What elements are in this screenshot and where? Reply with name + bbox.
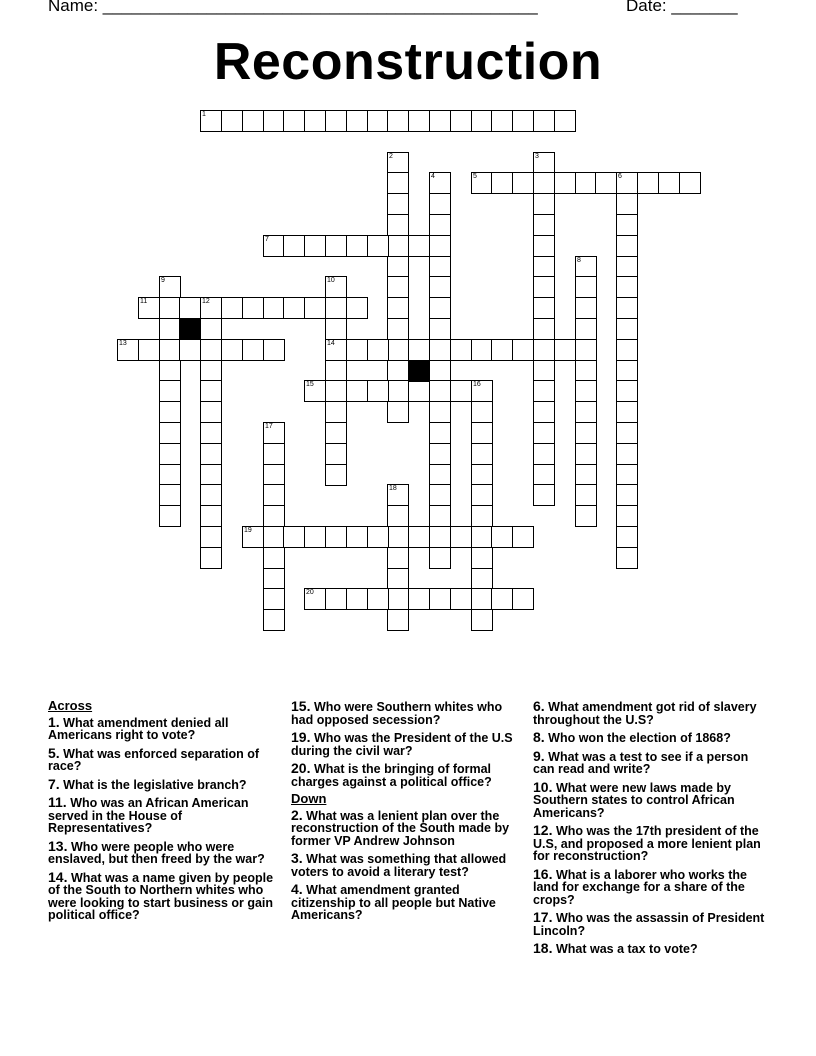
grid-cell[interactable] [387,214,409,236]
grid-cell[interactable] [408,526,430,548]
grid-cell[interactable] [533,484,555,506]
grid-cell[interactable] [242,110,264,132]
grid-cell[interactable] [471,547,493,569]
grid-cell[interactable] [429,443,451,465]
clue-number: 6 [618,173,622,180]
clue-number: 19 [244,527,252,534]
grid-cell[interactable] [159,422,181,444]
grid-cell[interactable] [325,464,347,486]
clue-number: 5 [473,173,477,180]
grid-cell[interactable] [325,318,347,340]
grid-cell[interactable] [471,484,493,506]
grid-cell[interactable] [263,547,285,569]
grid-cell[interactable] [471,110,493,132]
grid-cell[interactable] [471,464,493,486]
grid-cell[interactable] [429,297,451,319]
grid-cell[interactable] [554,172,576,194]
grid-cell[interactable] [242,297,264,319]
grid-cell[interactable] [159,484,181,506]
grid-cell[interactable] [616,172,638,194]
grid-cell[interactable] [471,505,493,527]
grid-cell[interactable] [575,318,597,340]
grid-cell[interactable] [387,588,409,610]
grid-cell[interactable] [159,276,181,298]
grid-cell[interactable] [616,360,638,382]
grid-cell[interactable] [200,380,222,402]
grid-cell[interactable] [263,110,285,132]
grid-cell[interactable] [471,339,493,361]
grid-cell[interactable] [616,256,638,278]
clue-number: 15 [306,381,314,388]
grid-cell[interactable] [429,526,451,548]
grid-cell[interactable] [429,505,451,527]
grid-cell[interactable] [387,360,409,382]
grid-cell[interactable] [325,422,347,444]
grid-cell[interactable] [471,422,493,444]
grid-cell[interactable] [491,588,513,610]
grid-cell[interactable] [616,297,638,319]
clue-number: 10 [327,277,335,284]
grid-cell[interactable] [429,172,451,194]
grid-cell[interactable] [325,339,347,361]
grid-cell[interactable] [408,110,430,132]
clue-number: 11 [140,298,148,305]
grid-cell[interactable] [450,339,472,361]
down-heading: Down [291,791,327,806]
grid-cell[interactable] [450,588,472,610]
page-title: Reconstruction [213,33,603,91]
grid-cell[interactable] [159,318,181,340]
across-clue: 5. What was enforced separation of race? [48,744,260,773]
grid-cell[interactable] [533,172,555,194]
grid-cell[interactable] [263,464,285,486]
grid-cell[interactable] [575,297,597,319]
clue-number: 17 [265,423,273,430]
grid-cell[interactable] [200,318,222,340]
grid-cell[interactable] [221,339,243,361]
grid-cell[interactable] [429,484,451,506]
grid-cell[interactable] [616,505,638,527]
grid-cell[interactable] [616,464,638,486]
grid-cell[interactable] [512,588,534,610]
clue-number: 3 [535,153,539,160]
grid-cell[interactable] [533,422,555,444]
grid-cell[interactable] [304,380,326,402]
grid-cell[interactable] [221,297,243,319]
name-line[interactable]: Name: ______________________________________________ [48,0,538,15]
clue-number: 16 [473,381,481,388]
grid-cell[interactable] [533,297,555,319]
down-clue: 12. Who was the 17th president of the U.S, and proposed a more lenient plan for reconstruction? [533,822,761,863]
grid-cell[interactable] [429,422,451,444]
grid-cell[interactable] [387,547,409,569]
down-clue: 16. What is a laborer who works the land for exchange for a share of the crops? [533,865,747,907]
grid-cell[interactable] [200,360,222,382]
black-square [179,318,201,340]
grid-cell[interactable] [471,526,493,548]
grid-cell[interactable] [533,401,555,423]
grid-cell[interactable] [429,235,451,257]
grid-cell[interactable] [387,152,409,174]
grid-cell[interactable] [429,547,451,569]
clue-number: 2 [389,153,393,160]
grid-cell[interactable] [471,568,493,590]
grid-cell[interactable] [200,464,222,486]
grid-cell[interactable] [387,256,409,278]
grid-cell[interactable] [429,256,451,278]
grid-cell[interactable] [387,526,409,548]
grid-cell[interactable] [200,547,222,569]
down-clue: 18. What was a tax to vote? [533,940,698,956]
grid-cell[interactable] [367,380,389,402]
grid-cell[interactable] [346,235,368,257]
grid-cell[interactable] [325,401,347,423]
grid-cell[interactable] [616,526,638,548]
grid-cell[interactable] [429,193,451,215]
grid-cell[interactable] [575,464,597,486]
down-clue: 3. What was something that allowed voters to avoid a literary test? [291,850,507,879]
grid-cell[interactable] [387,193,409,215]
grid-cell[interactable] [325,276,347,298]
grid-cell[interactable] [387,609,409,631]
clue-column-3 [533,700,769,961]
grid-cell[interactable] [200,110,222,132]
grid-cell[interactable] [533,110,555,132]
grid-cell[interactable] [429,360,451,382]
grid-cell[interactable] [575,339,597,361]
black-square [408,360,430,382]
grid-cell[interactable] [304,297,326,319]
clue-column-1 [48,700,284,927]
down-clue: 2. What was a lenient plan over the reconstruction of the South made by former VP Andrew Johnson [291,806,510,848]
grid-cell[interactable] [304,526,326,548]
grid-cell[interactable] [346,380,368,402]
down-clue: 17. Who was the assassin of President Lincoln? [533,909,765,938]
grid-cell[interactable] [346,297,368,319]
grid-cell[interactable] [616,276,638,298]
grid-cell[interactable] [387,172,409,194]
grid-cell[interactable] [616,380,638,402]
grid-cell[interactable] [533,214,555,236]
across-clue: 15. Who were Southern whites who had opposed secession? [291,698,503,727]
grid-cell[interactable] [283,110,305,132]
grid-cell[interactable] [575,172,597,194]
grid-cell[interactable] [367,235,389,257]
grid-cell[interactable] [263,505,285,527]
clue-number: 14 [327,340,335,347]
grid-cell[interactable] [304,588,326,610]
date-line[interactable]: Date: _______ [626,0,738,15]
grid-cell[interactable] [387,505,409,527]
clue-number: 12 [202,298,210,305]
down-clue: 10. What were new laws made by Southern states to control African Americans? [533,778,735,820]
grid-cell[interactable] [533,152,555,174]
grid-cell[interactable] [533,256,555,278]
grid-cell[interactable] [159,360,181,382]
grid-cell[interactable] [554,339,576,361]
clue-number: 20 [306,589,314,596]
grid-cell[interactable] [200,526,222,548]
grid-cell[interactable] [533,193,555,215]
grid-cell[interactable] [200,505,222,527]
down-clue: 6. What amendment got rid of slavery throughout the U.S? [533,698,757,727]
grid-cell[interactable] [200,422,222,444]
grid-cell[interactable] [408,235,430,257]
grid-cell[interactable] [408,588,430,610]
grid-cell[interactable] [575,484,597,506]
grid-cell[interactable] [512,339,534,361]
grid-cell[interactable] [491,172,513,194]
grid-cell[interactable] [263,526,285,548]
grid-cell[interactable] [159,401,181,423]
grid-cell[interactable] [637,172,659,194]
grid-cell[interactable] [616,422,638,444]
grid-cell[interactable] [616,484,638,506]
across-clue: 11. Who was an African American served in the House of Representatives? [48,794,249,835]
grid-cell[interactable] [283,526,305,548]
grid-cell[interactable] [200,484,222,506]
clue-number: 7 [265,236,269,243]
grid-cell[interactable] [325,380,347,402]
grid-cell[interactable] [429,110,451,132]
grid-cell[interactable] [221,110,243,132]
grid-cell[interactable] [387,380,409,402]
grid-cell[interactable] [367,110,389,132]
grid-cell[interactable] [575,256,597,278]
grid-cell[interactable] [304,110,326,132]
grid-cell[interactable] [200,339,222,361]
grid-cell[interactable] [387,235,409,257]
grid-cell[interactable] [263,235,285,257]
across-clue: 13. Who were people who were enslaved, but then freed by the war? [48,837,265,866]
grid-cell[interactable] [533,339,555,361]
grid-cell[interactable] [242,339,264,361]
grid-cell[interactable] [471,380,493,402]
clue-number: 1 [202,111,206,118]
grid-cell[interactable] [533,276,555,298]
grid-cell[interactable] [367,339,389,361]
grid-cell[interactable] [408,380,430,402]
grid-cell[interactable] [616,318,638,340]
grid-cell[interactable] [679,172,701,194]
clue-number: 8 [577,257,581,264]
grid-cell[interactable] [200,443,222,465]
grid-cell[interactable] [387,110,409,132]
grid-cell[interactable] [325,526,347,548]
grid-cell[interactable] [325,297,347,319]
clue-number: 9 [161,277,165,284]
grid-cell[interactable] [263,609,285,631]
grid-cell[interactable] [179,339,201,361]
down-clue: 4. What amendment granted citizenship to all people but Native Americans? [291,881,496,922]
grid-cell[interactable] [263,422,285,444]
grid-cell[interactable] [575,443,597,465]
clue-number: 18 [389,485,397,492]
grid-cell[interactable] [242,526,264,548]
grid-cell[interactable] [575,380,597,402]
across-clue: 19. Who was the President of the U.S during the civil war? [291,729,513,758]
grid-cell[interactable] [346,526,368,548]
grid-cell[interactable] [200,401,222,423]
grid-cell[interactable] [325,360,347,382]
grid-cell[interactable] [533,380,555,402]
grid-cell[interactable] [304,235,326,257]
across-clue: 1. What amendment denied all Americans right to vote? [48,713,229,742]
grid-cell[interactable] [325,443,347,465]
grid-cell[interactable] [533,443,555,465]
grid-cell[interactable] [471,609,493,631]
grid-cell[interactable] [429,464,451,486]
grid-cell[interactable] [595,172,617,194]
grid-cell[interactable] [159,297,181,319]
grid-cell[interactable] [367,588,389,610]
across-clue: 7. What is the legislative branch? [48,775,247,792]
grid-cell[interactable] [346,339,368,361]
grid-cell[interactable] [471,443,493,465]
grid-cell[interactable] [159,339,181,361]
grid-cell[interactable] [575,401,597,423]
grid-cell[interactable] [159,380,181,402]
grid-cell[interactable] [408,339,430,361]
grid-cell[interactable] [491,526,513,548]
grid-cell[interactable] [616,339,638,361]
grid-cell[interactable] [429,276,451,298]
grid-cell[interactable] [263,443,285,465]
clue-number: 13 [119,340,127,347]
grid-cell[interactable] [429,339,451,361]
grid-cell[interactable] [117,339,139,361]
grid-cell[interactable] [616,193,638,215]
grid-cell[interactable] [179,297,201,319]
grid-cell[interactable] [575,276,597,298]
grid-cell[interactable] [138,339,160,361]
grid-cell[interactable] [450,380,472,402]
grid-cell[interactable] [616,443,638,465]
grid-cell[interactable] [263,568,285,590]
grid-cell[interactable] [533,318,555,340]
grid-cell[interactable] [387,339,409,361]
grid-cell[interactable] [616,547,638,569]
grid-cell[interactable] [263,484,285,506]
grid-cell[interactable] [512,172,534,194]
grid-cell[interactable] [346,110,368,132]
grid-cell[interactable] [575,360,597,382]
down-clue: 9. What was a test to see if a person can read and write? [533,747,749,776]
grid-cell[interactable] [616,401,638,423]
grid-cell[interactable] [387,318,409,340]
clue-number: 4 [431,173,435,180]
grid-cell[interactable] [159,443,181,465]
grid-cell[interactable] [387,401,409,423]
down-clue: 8. Who won the election of 1868? [533,729,731,745]
grid-cell[interactable] [512,110,534,132]
grid-cell[interactable] [387,568,409,590]
grid-cell[interactable] [325,235,347,257]
grid-cell[interactable] [533,360,555,382]
grid-cell[interactable] [575,422,597,444]
grid-cell[interactable] [159,505,181,527]
grid-cell[interactable] [429,588,451,610]
across-heading: Across [48,698,93,713]
grid-cell[interactable] [367,526,389,548]
grid-cell[interactable] [429,380,451,402]
grid-cell[interactable] [387,276,409,298]
grid-cell[interactable] [471,401,493,423]
grid-cell[interactable] [554,110,576,132]
grid-cell[interactable] [491,110,513,132]
grid-cell[interactable] [387,484,409,506]
grid-cell[interactable] [283,297,305,319]
grid-cell[interactable] [283,235,305,257]
grid-cell[interactable] [450,526,472,548]
grid-cell[interactable] [533,235,555,257]
grid-cell[interactable] [346,588,368,610]
grid-cell[interactable] [429,214,451,236]
across-clue: 20. What is the bringing of formal charges against a political office? [291,760,492,789]
grid-cell[interactable] [325,110,347,132]
grid-cell[interactable] [450,110,472,132]
grid-cell[interactable] [616,214,638,236]
grid-cell[interactable] [263,588,285,610]
grid-cell[interactable] [200,297,222,319]
grid-cell[interactable] [616,235,638,257]
grid-cell[interactable] [387,297,409,319]
grid-cell[interactable] [429,318,451,340]
grid-cell[interactable] [471,588,493,610]
grid-cell[interactable] [491,339,513,361]
grid-cell[interactable] [471,172,493,194]
clue-column-2 [291,700,527,927]
grid-cell[interactable] [263,297,285,319]
grid-cell[interactable] [263,339,285,361]
grid-cell[interactable] [575,505,597,527]
grid-cell[interactable] [512,526,534,548]
grid-cell[interactable] [325,588,347,610]
grid-cell[interactable] [658,172,680,194]
grid-cell[interactable] [138,297,160,319]
grid-cell[interactable] [429,401,451,423]
grid-cell[interactable] [159,464,181,486]
grid-cell[interactable] [533,464,555,486]
across-clue: 14. What was a name given by people of the South to Northern whites who were looking to start business or gain political office? [48,868,274,922]
